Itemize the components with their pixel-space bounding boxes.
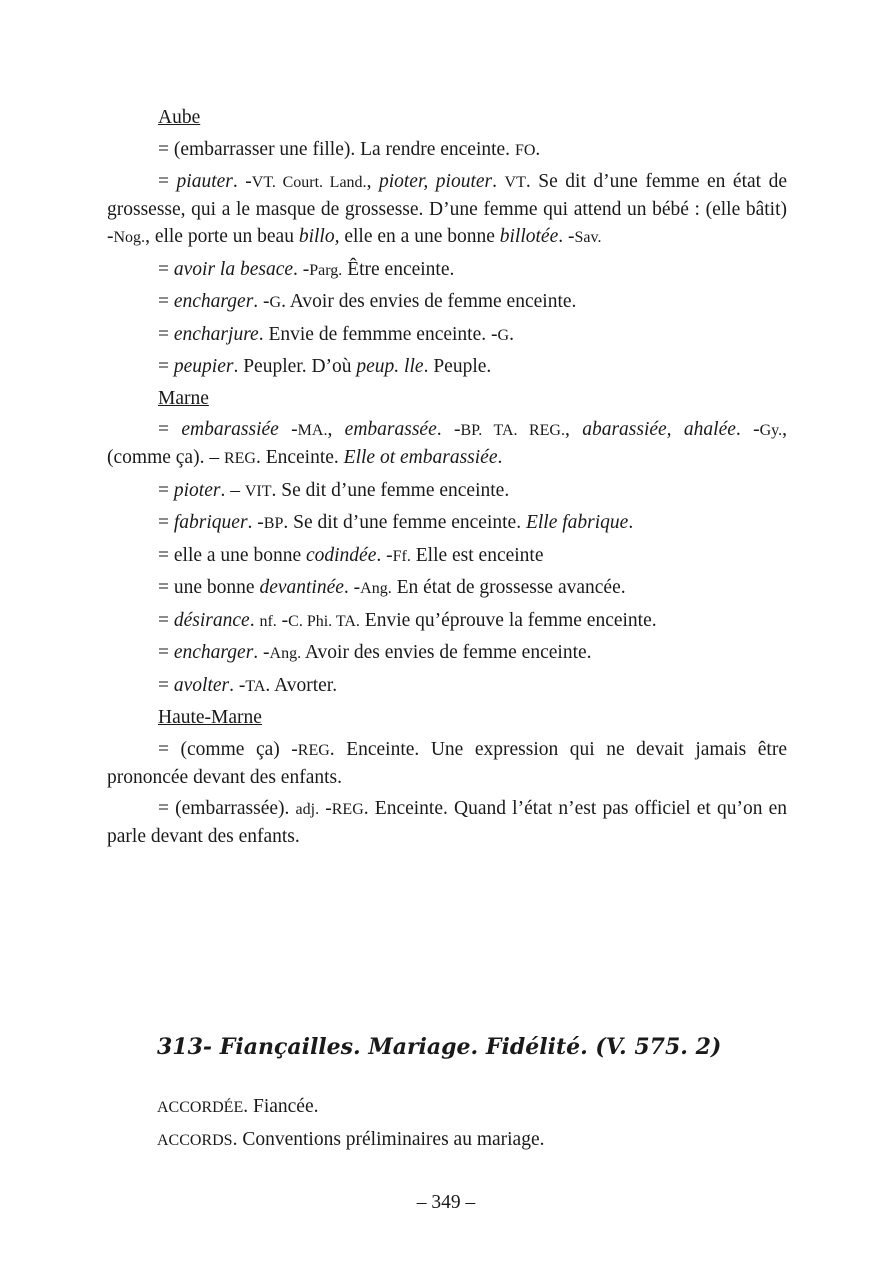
italic-term: peup. lle [356, 356, 424, 377]
dictionary-entry [107, 574, 787, 602]
dictionary-entry [107, 168, 787, 251]
chapter-title: 313- Fiançailles. Mariage. Fidélité. (V. 575. 2) [157, 1034, 722, 1060]
entry-text: Elle est enceinte [410, 544, 544, 566]
abbreviation: Ff. [392, 547, 411, 565]
dictionary-entry [107, 321, 787, 349]
region-heading: Haute-Marne [158, 707, 262, 728]
entry-text: = (embarrasser une fille). La rendre enceinte. [158, 138, 515, 160]
abbreviation: ACCORDS [157, 1131, 233, 1149]
entry-text: . - [253, 291, 270, 312]
entry-text: = [158, 479, 174, 501]
region-heading: Aube [158, 107, 201, 128]
chapter-entries [157, 1093, 837, 1158]
entry-text: = [158, 171, 177, 192]
entry-text: . Enceinte. [255, 447, 344, 468]
dictionary-entry [107, 736, 787, 791]
italic-term: pioter, piouter [378, 171, 493, 192]
italic-term: encharger [173, 291, 254, 312]
entry-text: . Peupler. D’où [233, 356, 357, 377]
abbreviation: FO [514, 141, 536, 159]
italic-term: billo, [298, 226, 340, 247]
entry-text: . Enceinte. Quand l’état n’est pas officiel et qu’on en parle devant des enfants. [107, 798, 788, 847]
region-heading: Marne [158, 387, 209, 409]
italic-term: peupier [173, 356, 234, 377]
italic-term: Elle fabrique [525, 512, 629, 533]
italic-term: embarassée [344, 419, 437, 440]
entry-text: = [158, 419, 182, 440]
italic-term: avolter [173, 674, 230, 696]
entry-text: . [492, 171, 505, 192]
entry-text: - [276, 609, 289, 631]
abbreviation: VIT [244, 482, 272, 500]
dictionary-entry [107, 509, 787, 537]
entry-text: = elle a une bonne [158, 544, 306, 566]
italic-term: désirance [173, 609, 250, 631]
abbreviation: Nog. [113, 229, 146, 246]
abbreviation: C. Phi. TA. [288, 612, 360, 630]
abbreviation: TA [245, 677, 266, 695]
entry-text: = [158, 258, 174, 280]
dictionary-entry [107, 795, 787, 850]
abbreviation: VT [504, 174, 526, 191]
entry-text: = [158, 674, 174, 696]
abbreviation: Gy. [759, 422, 783, 439]
italic-term: codindée [305, 544, 377, 566]
abbreviation: nf. [259, 612, 277, 630]
entry-text: . - [558, 226, 575, 247]
abbreviation: REG [223, 450, 256, 467]
italic-term: embarassiée [181, 419, 279, 440]
italic-term: encharjure [173, 323, 259, 345]
entry-text: . [497, 447, 503, 468]
entry-text: . Fiancée. [243, 1096, 319, 1117]
entry-text: elle en a une bonne [339, 226, 500, 247]
entry-text: = [158, 291, 174, 312]
dictionary-entry [107, 256, 787, 284]
entry-text: = [158, 609, 174, 631]
entry-text: . Avorter. [265, 674, 338, 696]
entry-text: = une bonne [158, 577, 260, 598]
entry-text: . Se dit d’une femme enceinte. [271, 479, 510, 501]
abbreviation: BP [263, 515, 284, 532]
entry-text: . - [253, 642, 270, 663]
entry-text: . - [247, 512, 264, 533]
abbreviation: REG [297, 741, 330, 759]
entry-text: . Avoir des envies de femme enceinte. [281, 291, 577, 312]
dictionary-entry [107, 477, 787, 505]
abbreviation: Ang. [360, 580, 392, 597]
entry-text: Être enceinte. [342, 258, 455, 280]
chapter-entry [157, 1126, 837, 1154]
dictionary-entry [107, 607, 787, 635]
italic-term: encharger [173, 642, 254, 663]
entry-text: , [366, 171, 379, 192]
entry-text: . [628, 512, 634, 533]
dictionary-body [107, 104, 787, 855]
dictionary-entry [107, 136, 787, 164]
entry-text: . Peuple. [423, 356, 492, 377]
entry-text: . Enceinte. Une expression qui ne devait jamais être prononcée devant des enfants. [107, 738, 787, 788]
entry-text: = [158, 642, 174, 663]
entry-text: . Conventions préliminaires au mariage. [232, 1128, 545, 1150]
entry-text: En état de grossesse avancée. [391, 577, 626, 598]
chapter-entry [157, 1093, 837, 1121]
page-number: – 349 – [416, 1192, 476, 1213]
dictionary-entry [107, 639, 787, 667]
italic-term: piauter [176, 171, 233, 192]
entry-text: Envie qu’éprouve la femme enceinte. [359, 609, 657, 631]
entry-text: = (comme ça) - [158, 738, 298, 760]
dictionary-entry [107, 288, 787, 316]
italic-term: devantinée [259, 577, 344, 598]
abbreviation: Ang. [269, 645, 302, 662]
italic-term: fabriquer [173, 512, 248, 533]
entry-text: . [509, 323, 514, 345]
entry-text: . - [436, 419, 461, 440]
entry-text: , (comme ça). – [107, 419, 787, 468]
dictionary-entry [107, 353, 787, 380]
abbreviation: ACCORDÉE [157, 1099, 244, 1116]
entry-text: . - [376, 544, 393, 566]
abbreviation: G [269, 294, 282, 311]
entry-text: . Envie de femmme enceinte. - [258, 323, 498, 345]
dictionary-entry [107, 542, 787, 570]
entry-text: - [278, 419, 298, 440]
entry-text: . - [232, 171, 252, 192]
entry-text: . Se dit d’une femme en état de grossesse, qui a le masque de grossesse. D’une femme qui attend un bébé : (elle bâtit) - [107, 171, 788, 247]
entry-text: = [158, 512, 174, 533]
entry-text: Avoir des envies de femme enceinte. [301, 642, 592, 663]
abbreviation: MA. [297, 422, 328, 439]
dictionary-entry [107, 672, 787, 700]
entry-text: , [327, 419, 345, 440]
italic-term: abarassiée, ahalée [582, 419, 736, 440]
abbreviation: adj. [295, 801, 320, 818]
abbreviation: BP. TA. REG. [460, 422, 565, 439]
entry-text: , elle porte un beau [145, 226, 299, 247]
abbreviation: VT. Court. Land. [251, 174, 367, 191]
entry-text: , [564, 419, 583, 440]
abbreviation: G [497, 326, 510, 344]
entry-text: - [319, 798, 332, 819]
entry-text: = (embarrassée). [158, 798, 296, 819]
dictionary-entry [107, 416, 787, 472]
italic-term: avoir la besace [173, 258, 294, 280]
entry-text: = [158, 356, 174, 377]
entry-text: . - [293, 258, 310, 280]
entry-text: . – [220, 479, 245, 501]
entry-text: . - [735, 419, 760, 440]
abbreviation: Sav. [574, 229, 602, 246]
entry-text: = [158, 323, 174, 345]
entry-text: . - [229, 674, 246, 696]
italic-term: Elle ot embarassiée [343, 447, 498, 468]
entry-text: . - [343, 577, 361, 598]
italic-term: pioter [173, 479, 221, 501]
abbreviation: REG [331, 801, 364, 818]
entry-text: . [535, 138, 541, 160]
italic-term: billotée [499, 226, 559, 247]
entry-text: . Se dit d’une femme enceinte. [283, 512, 526, 533]
abbreviation: Parg. [309, 261, 343, 279]
entry-text: . [249, 609, 260, 631]
